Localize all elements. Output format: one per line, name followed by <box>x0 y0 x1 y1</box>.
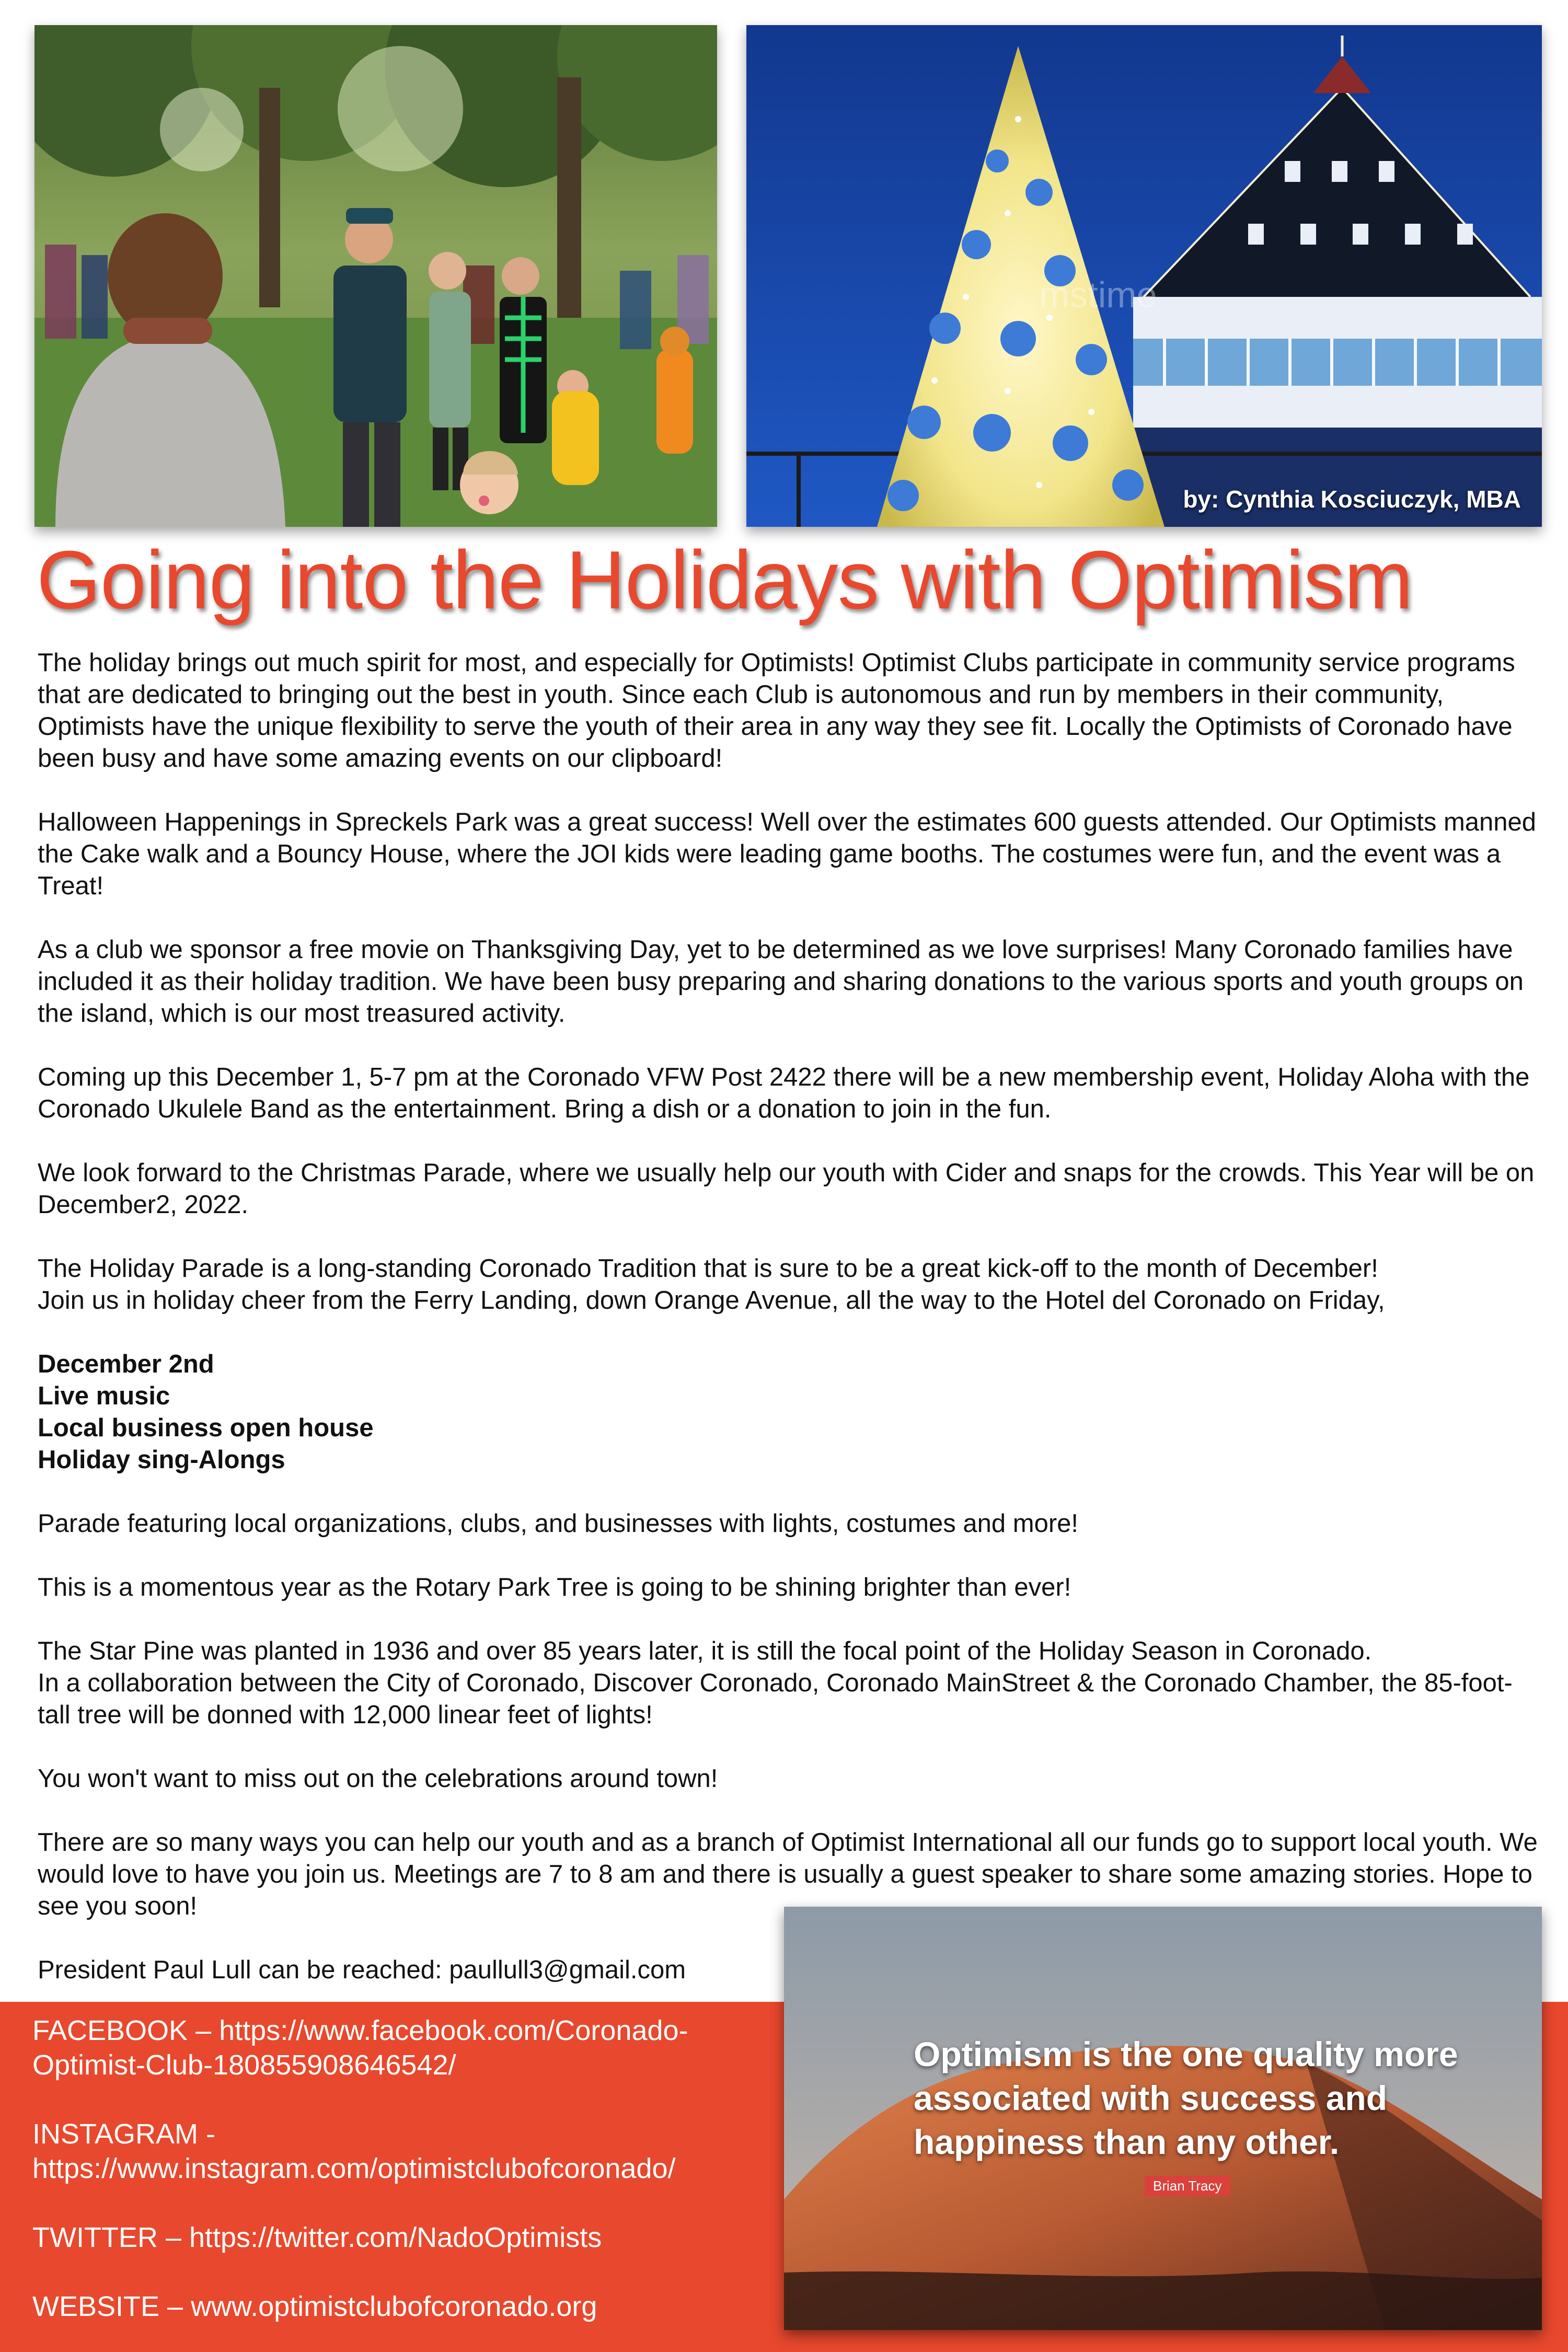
twitter-link[interactable]: TWITTER – https://twitter.com/NadoOptimists <box>32 2222 602 2253</box>
paragraph-collaboration: In a collaboration between the City of Coronado, Discover Coronado, Coronado MainStreet & the Coronado Chamber, the 85-foot-tall tree will be donned with 12,000 linear feet of lights! <box>38 1669 1513 1729</box>
watermark-text: mstime <box>1039 274 1157 315</box>
paragraph-holiday-parade: The Holiday Parade is a long-standing Coronado Tradition that is sure to be a great kick-off to the month of December! <box>38 1254 1378 1283</box>
paragraph-parade-featuring: Parade featuring local organizations, clubs, and businesses with lights, costumes and more! <box>38 1509 1079 1538</box>
paragraph-thanksgiving: As a club we sponsor a free movie on Thanksgiving Day, yet to be determined as we love surprises! Many Coronado families have included it as their holiday tradition. We have been busy preparing and sharing donations to the various sports and youth groups on the island, which is our most treasured activity. <box>38 936 1524 1028</box>
halloween-photo-illustration <box>34 25 717 527</box>
quote-author-badge: Brian Tracy <box>1145 2176 1230 2196</box>
paragraph-intro: The holiday brings out much spirit for most, and especially for Optimists! Optimist Clubs participate in community service programs that are dedicated to bringing out the best in youth. Since each Club is autonomous and run by members in their community, Optimists have the unique flexibility to serve the youth of their area in any way they see fit. Locally the Optimists of Coronado have been busy and have some amazing events on our clipboard! <box>38 649 1515 773</box>
instagram-link[interactable]: INSTAGRAM - https://www.instagram.com/optimistclubofcoronado/ <box>32 2118 676 2184</box>
paragraph-holiday-aloha: Coming up this December 1, 5-7 pm at the Coronado VFW Post 2422 there will be a new membership event, Holiday Aloha with the Coronado Ukulele Band as the entertainment. Bring a dish or a donation to join in the fun. <box>38 1063 1530 1123</box>
hotel-del-tree-photo <box>746 25 1542 527</box>
list-item: December 2nd <box>38 1350 214 1378</box>
article-body <box>38 647 1543 2018</box>
paragraph-rotary-tree: This is a momentous year as the Rotary Park Tree is going to be shining brighter than ever! <box>38 1573 1071 1601</box>
author-byline: by: Cynthia Kosciuczyk, MBA <box>1183 486 1521 513</box>
paragraph-halloween: Halloween Happenings in Spreckels Park was a great success! Well over the estimates 600 guests attended. Our Optimists manned the Cake walk and a Bouncy House, where the JOI kids were leading game booths. The costumes were fun, and the event was a Treat! <box>38 808 1537 900</box>
optimism-quote-image <box>784 1907 1542 2330</box>
list-item: Local business open house <box>38 1414 374 1442</box>
paragraph-help-youth: There are so many ways you can help our youth and as a branch of Optimist International all our funds go to support local youth. We would love to have you join us. Meetings are 7 to 8 am and there is usually a guest speaker to share some amazing stories. Hope to see you soon! <box>38 1828 1538 1920</box>
article-headline: Going into the Holidays with Optimism <box>37 534 1413 626</box>
quote-text: Optimism is the one quality more associated with success and happiness than any other. <box>914 2035 1458 2161</box>
hotel-del-tree-illustration <box>746 25 1542 527</box>
paragraph-celebrations: You won't want to miss out on the celebrations around town! <box>38 1765 718 1793</box>
facebook-link[interactable]: FACEBOOK – https://www.facebook.com/Coronado-Optimist-Club-180855908646542/ <box>32 2015 688 2081</box>
paragraph-christmas-parade: We look forward to the Christmas Parade, where we usually help our youth with Cider and snaps for the crowds. This Year will be on December2, 2022. <box>38 1159 1535 1219</box>
website-link[interactable]: WEBSITE – www.optimistclubofcoronado.org <box>32 2291 597 2322</box>
halloween-photo <box>34 25 717 527</box>
list-item: Live music <box>38 1382 170 1410</box>
paragraph-star-pine: The Star Pine was planted in 1936 and over 85 years later, it is still the focal point of the Holiday Season in Coronado. <box>38 1637 1372 1665</box>
paragraph-contact: President Paul Lull can be reached: paullull3@gmail.com <box>38 1956 686 1984</box>
social-links <box>32 2013 764 2324</box>
list-item: Holiday sing-Alongs <box>38 1446 285 1474</box>
paragraph-join-us: Join us in holiday cheer from the Ferry Landing, down Orange Avenue, all the way to the Hotel del Coronado on Friday, <box>38 1286 1385 1315</box>
parade-highlights-list <box>38 1348 1543 1476</box>
